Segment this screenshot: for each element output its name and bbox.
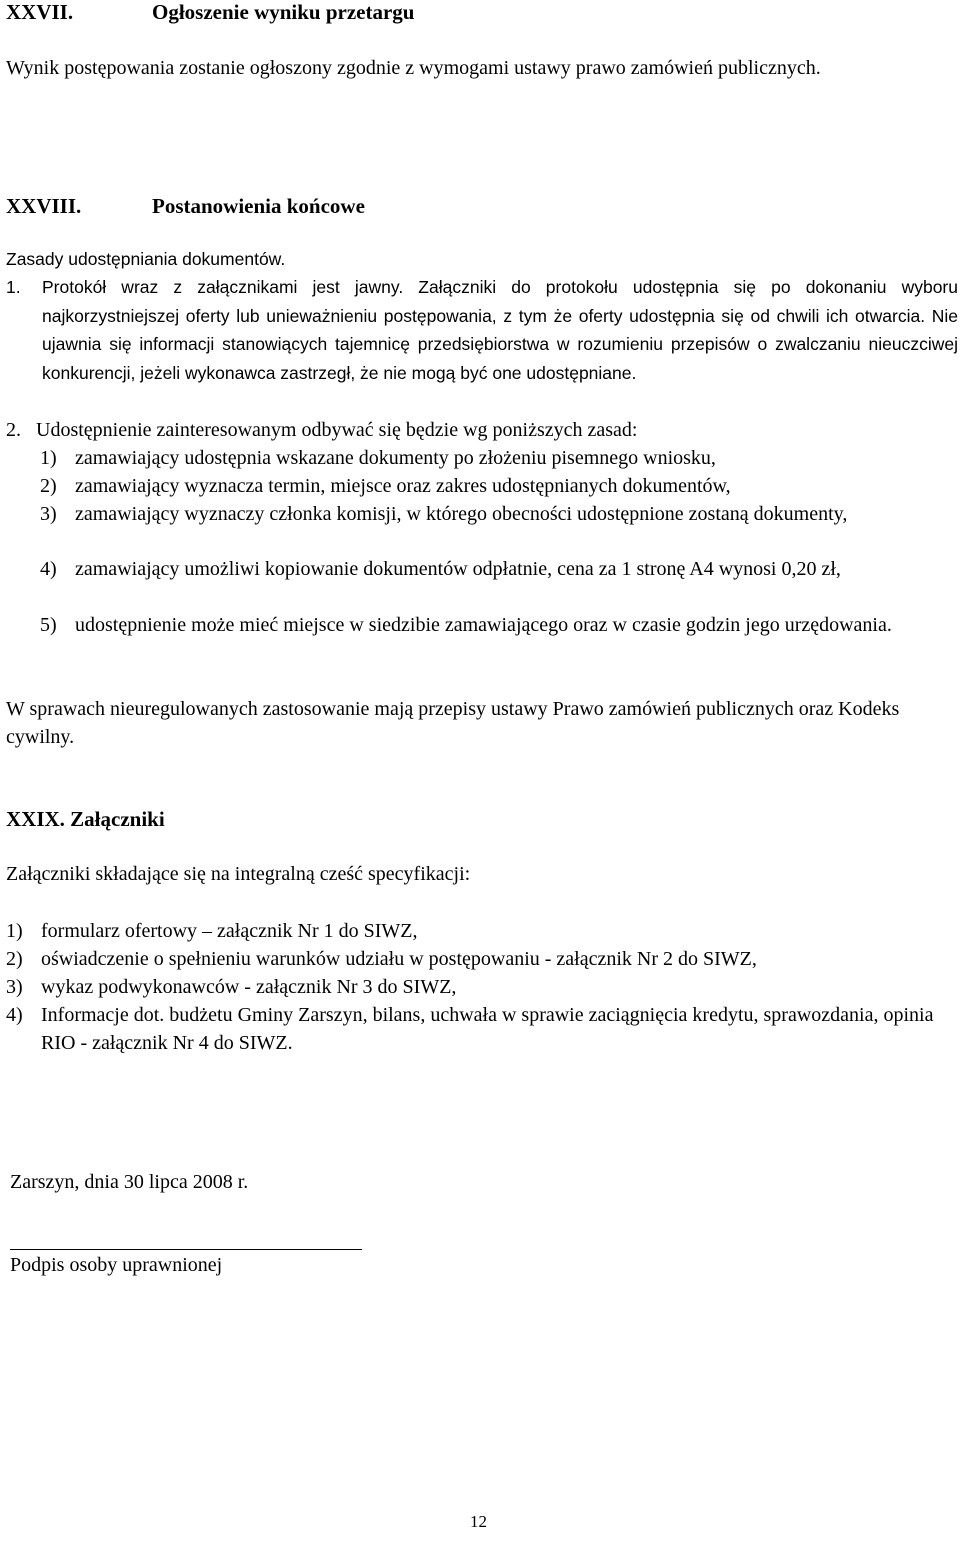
section-28-number: XXVIII. [6, 194, 82, 218]
rules-item-text: udostępnienie może mieć miejsce w siedzibie zamawiającego oraz w czasie godzin jego urzędowania. [75, 614, 892, 636]
attachment-item-text: Informacje dot. budżetu Gminy Zarszyn, bilans, uchwała w sprawie zaciągnięcia kredytu, sprawozdania, opinia RIO - załącznik Nr 4 do SIWZ. [41, 1004, 934, 1054]
attachment-item-number: 4) [6, 1004, 23, 1026]
rules-item-number: 1) [40, 447, 57, 469]
page-number: 12 [470, 1512, 487, 1531]
rules-item-number: 4) [40, 558, 57, 580]
rules-item-text: zamawiający udostępnia wskazane dokumenty po złożeniu pisemnego wniosku, [75, 447, 716, 469]
section-27-title: Ogłoszenie wyniku przetargu [152, 0, 415, 24]
rules-item-text: zamawiający wyznacza termin, miejsce oraz zakres udostępnianych dokumentów, [75, 475, 731, 497]
rules-item-number: 2) [40, 475, 57, 497]
rules-item-text: zamawiający umożliwi kopiowanie dokumentów odpłatnie, cena za 1 stronę A4 wynosi 0,20 zł, [75, 558, 841, 580]
section-28-title: Postanowienia końcowe [152, 194, 365, 218]
attachment-item-text: oświadczenie o spełnieniu warunków udziału w postępowaniu - załącznik Nr 2 do SIWZ, [41, 948, 757, 970]
attachment-item-text: formularz ofertowy – załącznik Nr 1 do SIWZ, [41, 920, 418, 942]
section-28-closing: W sprawach nieuregulowanych zastosowanie mają przepisy ustawy Prawo zamówień publicznych oraz Kodeks cywilny. [6, 698, 900, 748]
section-28-intro: Zasady udostępniania dokumentów. [6, 249, 286, 269]
section-28-paragraph-1 [6, 273, 958, 418]
section-27-body: Wynik postępowania zostanie ogłoszony zgodnie z wymogami ustawy prawo zamówień publicznych. [6, 57, 821, 79]
rules-item-text: zamawiający wyznaczy członka komisji, w którego obecności udostępnione zostaną dokumenty, [75, 503, 848, 525]
signature-label: Podpis osoby uprawnionej [10, 1254, 223, 1276]
attachment-item-number: 3) [6, 976, 23, 998]
section-29-heading: XXIX. Załączniki [6, 807, 165, 831]
paragraph-2-text: Udostępnienie zainteresowanym odbywać się będzie wg poniższych zasad: [36, 419, 638, 441]
place-date: Zarszyn, dnia 30 lipca 2008 r. [10, 1171, 249, 1193]
paragraph-1-number: 1. [6, 277, 21, 297]
section-27-number: XXVII. [6, 0, 74, 24]
section-29-intro: Załączniki składające się na integralną cześć specyfikacji: [6, 863, 471, 885]
signature-line [10, 1249, 362, 1250]
attachment-item-number: 2) [6, 948, 23, 970]
attachment-item-number: 1) [6, 920, 23, 942]
paragraph-2-number: 2. [6, 419, 21, 441]
rules-item-number: 5) [40, 614, 57, 636]
attachment-item-text: wykaz podwykonawców - załącznik Nr 3 do SIWZ, [41, 976, 457, 998]
paragraph-1-text: Protokół wraz z załącznikami jest jawny. Załączniki do protokołu udostępnia się po dokonaniu wyboru najkorzystniejszej oferty lub unieważnieniu postępowania, z tym że oferty udostępnia się od chwili ich otwarcia. Nie ujawnia się informacji stanowiących tajemnicę przedsiębiorstwa w rozumieniu przepisów o zwalczaniu nieuczciwej konkurencji, jeżeli wykonawca zastrzegł, że nie mogą być one udostępniane. [42, 277, 958, 383]
rules-item-number: 3) [40, 503, 57, 525]
